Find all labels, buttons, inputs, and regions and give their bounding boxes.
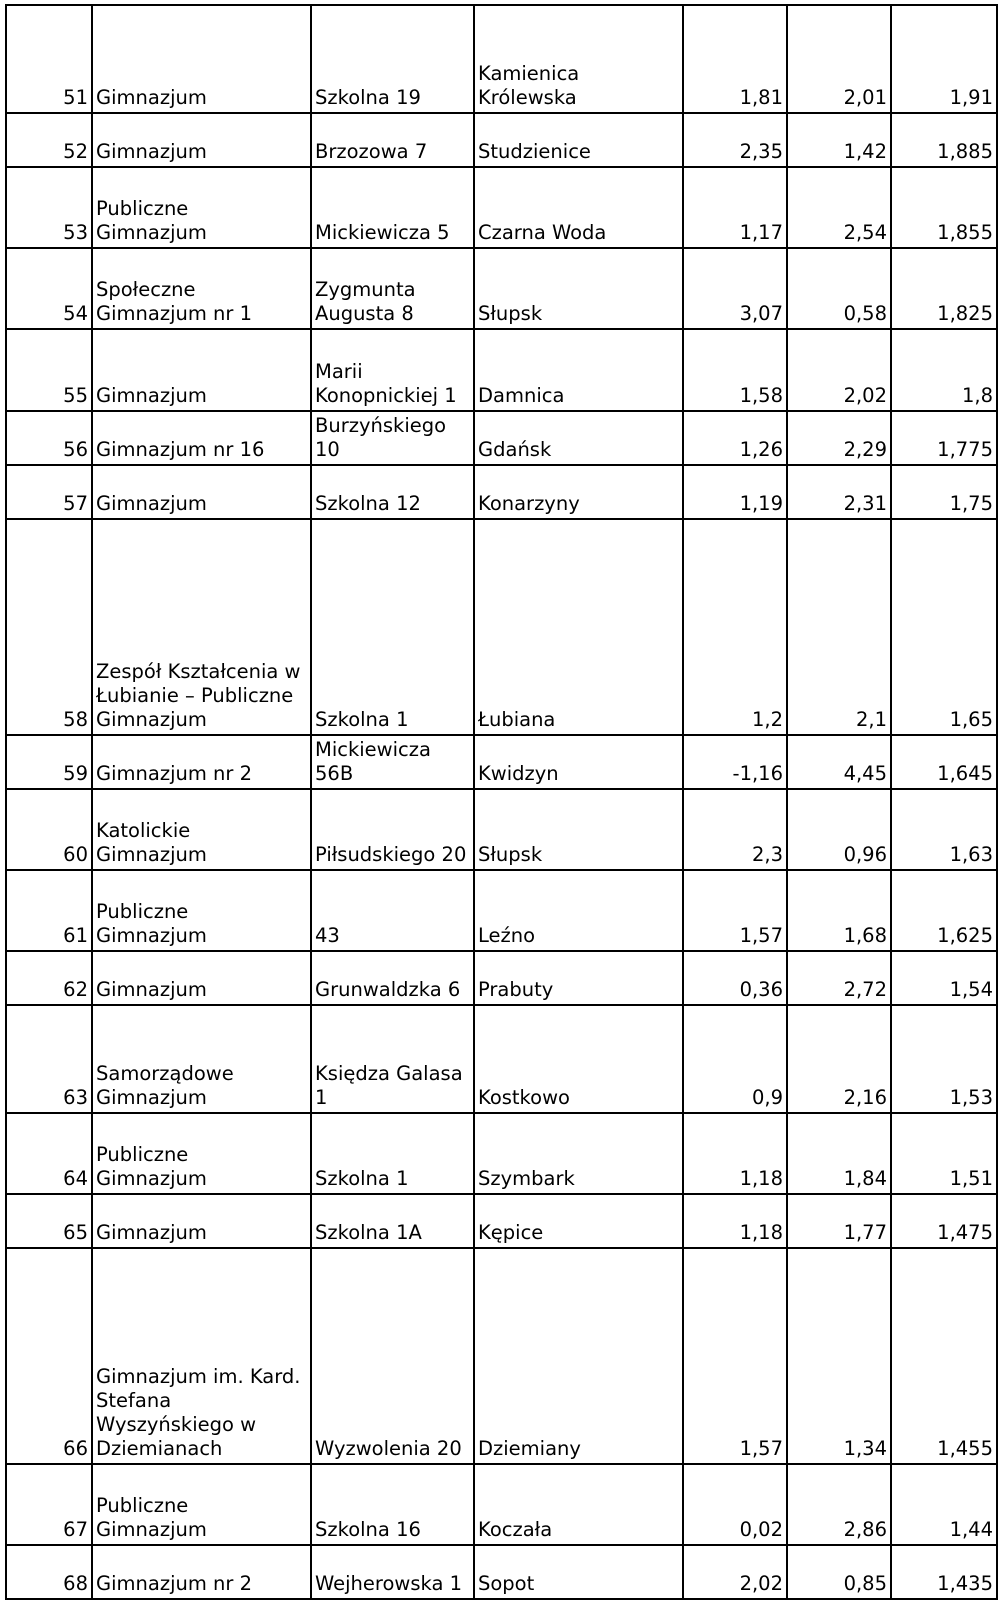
row-number: 51 [6,5,92,113]
town: Słupsk [474,789,683,870]
table-row [6,113,997,167]
row-number: 56 [6,411,92,465]
town: Konarzyny [474,465,683,519]
row-number: 67 [6,1464,92,1545]
row-number: 66 [6,1248,92,1464]
row-number: 62 [6,951,92,1005]
town: Koczała [474,1464,683,1545]
row-number: 68 [6,1545,92,1599]
school-type: Gimnazjum [92,951,311,1005]
row-number: 52 [6,113,92,167]
town: Łubiana [474,519,683,735]
value-2: 1,68 [787,870,891,951]
street-address: Szkolna 19 [311,5,474,113]
street-address: Piłsudskiego 20 [311,789,474,870]
school-type: Społeczne Gimnazjum nr 1 [92,248,311,329]
town: Kępice [474,1194,683,1248]
average-value: 1,625 [891,870,997,951]
table-row [6,1248,997,1464]
table-body [6,5,997,1599]
town: Studzienice [474,113,683,167]
school-type: Gimnazjum [92,5,311,113]
town: Słupsk [474,248,683,329]
row-number: 63 [6,1005,92,1113]
value-2: 2,1 [787,519,891,735]
school-type: Zespół Kształcenia w Łubianie – Publiczne Gimnazjum [92,519,311,735]
table-row [6,1545,997,1599]
school-type: Gimnazjum [92,329,311,411]
row-number: 57 [6,465,92,519]
street-address: Mickiewicza 56B [311,735,474,789]
table-row [6,519,997,735]
street-address: Wejherowska 1 [311,1545,474,1599]
table-row [6,1194,997,1248]
table-row [6,870,997,951]
average-value: 1,825 [891,248,997,329]
table-row [6,1464,997,1545]
street-address: Szkolna 12 [311,465,474,519]
town: Szymbark [474,1113,683,1194]
row-number: 58 [6,519,92,735]
value-2: 1,42 [787,113,891,167]
average-value: 1,53 [891,1005,997,1113]
average-value: 1,54 [891,951,997,1005]
value-2: 2,16 [787,1005,891,1113]
average-value: 1,8 [891,329,997,411]
school-type: Gimnazjum nr 2 [92,1545,311,1599]
value-1: 1,26 [683,411,787,465]
average-value: 1,65 [891,519,997,735]
street-address: Burzyńskiego 10 [311,411,474,465]
value-1: 0,36 [683,951,787,1005]
value-1: 1,18 [683,1113,787,1194]
value-2: 2,72 [787,951,891,1005]
row-number: 55 [6,329,92,411]
town: Kamienica Królewska [474,5,683,113]
value-1: -1,16 [683,735,787,789]
school-type: Gimnazjum nr 2 [92,735,311,789]
average-value: 1,455 [891,1248,997,1464]
value-2: 2,86 [787,1464,891,1545]
value-1: 2,35 [683,113,787,167]
street-address: Szkolna 1 [311,519,474,735]
value-1: 0,9 [683,1005,787,1113]
school-type: Publiczne Gimnazjum [92,167,311,248]
value-1: 2,02 [683,1545,787,1599]
value-2: 1,77 [787,1194,891,1248]
value-2: 2,29 [787,411,891,465]
school-type: Publiczne Gimnazjum [92,870,311,951]
value-1: 1,57 [683,870,787,951]
row-number: 53 [6,167,92,248]
average-value: 1,51 [891,1113,997,1194]
value-1: 1,58 [683,329,787,411]
street-address: 43 [311,870,474,951]
street-address: Zygmunta Augusta 8 [311,248,474,329]
town: Dziemiany [474,1248,683,1464]
value-2: 2,31 [787,465,891,519]
table-row [6,167,997,248]
school-type: Gimnazjum nr 16 [92,411,311,465]
average-value: 1,885 [891,113,997,167]
town: Sopot [474,1545,683,1599]
average-value: 1,91 [891,5,997,113]
value-1: 1,2 [683,519,787,735]
row-number: 65 [6,1194,92,1248]
school-type: Gimnazjum [92,465,311,519]
value-1: 3,07 [683,248,787,329]
value-2: 1,84 [787,1113,891,1194]
street-address: Księdza Galasa 1 [311,1005,474,1113]
school-type: Gimnazjum [92,1194,311,1248]
town: Kostkowo [474,1005,683,1113]
table-row [6,248,997,329]
table-row [6,411,997,465]
average-value: 1,435 [891,1545,997,1599]
table-row [6,1005,997,1113]
table-row [6,735,997,789]
average-value: 1,645 [891,735,997,789]
table-row [6,1113,997,1194]
value-2: 4,45 [787,735,891,789]
street-address: Mickiewicza 5 [311,167,474,248]
town: Damnica [474,329,683,411]
street-address: Grunwaldzka 6 [311,951,474,1005]
value-1: 1,19 [683,465,787,519]
value-2: 0,85 [787,1545,891,1599]
row-number: 54 [6,248,92,329]
table-row [6,465,997,519]
school-type: Katolickie Gimnazjum [92,789,311,870]
street-address: Brzozowa 7 [311,113,474,167]
value-1: 0,02 [683,1464,787,1545]
average-value: 1,855 [891,167,997,248]
value-2: 1,34 [787,1248,891,1464]
value-1: 1,18 [683,1194,787,1248]
town: Kwidzyn [474,735,683,789]
town: Leźno [474,870,683,951]
street-address: Szkolna 1 [311,1113,474,1194]
value-1: 2,3 [683,789,787,870]
value-2: 2,01 [787,5,891,113]
street-address: Szkolna 1A [311,1194,474,1248]
town: Czarna Woda [474,167,683,248]
row-number: 60 [6,789,92,870]
average-value: 1,75 [891,465,997,519]
average-value: 1,44 [891,1464,997,1545]
street-address: Marii Konopnickiej 1 [311,329,474,411]
value-2: 2,02 [787,329,891,411]
value-2: 0,96 [787,789,891,870]
row-number: 64 [6,1113,92,1194]
school-type: Samorządowe Gimnazjum [92,1005,311,1113]
table-row [6,329,997,411]
school-type: Publiczne Gimnazjum [92,1464,311,1545]
town: Gdańsk [474,411,683,465]
value-2: 0,58 [787,248,891,329]
value-1: 1,81 [683,5,787,113]
school-type: Gimnazjum [92,113,311,167]
value-2: 2,54 [787,167,891,248]
table-row [6,951,997,1005]
average-value: 1,775 [891,411,997,465]
average-value: 1,475 [891,1194,997,1248]
row-number: 61 [6,870,92,951]
town: Prabuty [474,951,683,1005]
value-1: 1,57 [683,1248,787,1464]
street-address: Szkolna 16 [311,1464,474,1545]
row-number: 59 [6,735,92,789]
table-row [6,789,997,870]
street-address: Wyzwolenia 20 [311,1248,474,1464]
school-type: Gimnazjum im. Kard. Stefana Wyszyńskiego w Dziemianach [92,1248,311,1464]
average-value: 1,63 [891,789,997,870]
school-ranking-table [5,4,998,1600]
table-row [6,5,997,113]
value-1: 1,17 [683,167,787,248]
school-type: Publiczne Gimnazjum [92,1113,311,1194]
